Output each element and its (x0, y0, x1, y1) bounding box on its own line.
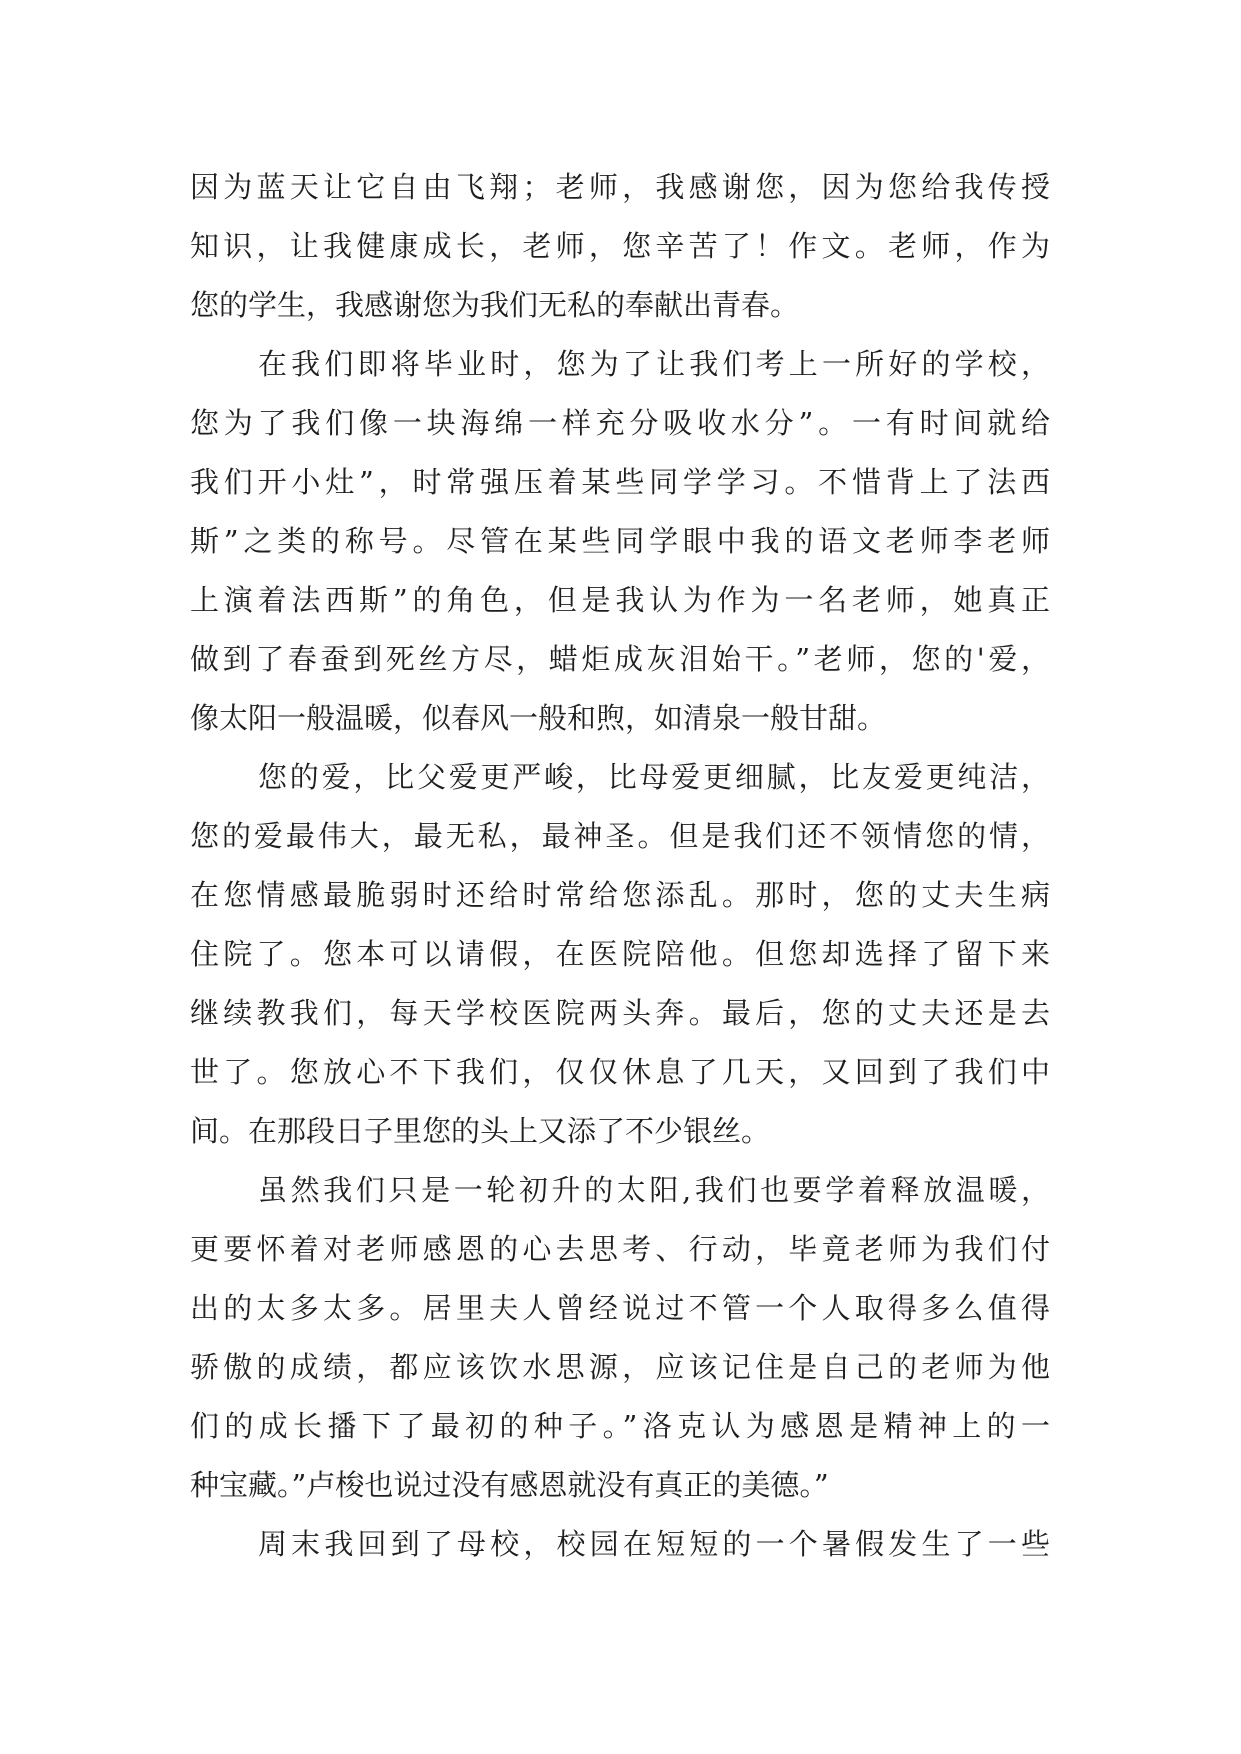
text-line: 您的学生，我感谢您为我们无私的奉献出青春。 (190, 288, 800, 322)
text-line: 出的太多太多。居里夫人曾经说过不管一个人取得多么值得 (190, 1291, 1050, 1325)
text-line: 在您情感最脆弱时还给时常给您添乱。那时，您的丈夫生病 (190, 878, 1050, 912)
text-line: 做到了春蚕到死丝方尽，蜡炬成灰泪始干。”老师，您的'爱， (190, 642, 1050, 676)
text-line: 更要怀着对老师感恩的心去思考、行动，毕竟老师为我们付 (190, 1232, 1050, 1266)
text-line: 住院了。您本可以请假，在医院陪他。但您却选择了留下来 (190, 937, 1050, 971)
body-text (190, 158, 1050, 1574)
text-line: 间。在那段日子里您的头上又添了不少银丝。 (190, 1114, 771, 1148)
paragraph-first-line: 在我们即将毕业时，您为了让我们考上一所好的学校， (258, 347, 1050, 381)
text-line: 上演着法西斯”的角色，但是我认为作为一名老师，她真正 (190, 583, 1050, 617)
text-line: 我们开小灶”，时常强压着某些同学学习。不惜背上了法西 (190, 465, 1050, 499)
text-line: 们的成长播下了最初的种子。”洛克认为感恩是精神上的一 (190, 1409, 1050, 1443)
paragraph-first-line: 周末我回到了母校，校园在短短的一个暑假发生了一些 (258, 1527, 1050, 1561)
text-line: 骄傲的成绩，都应该饮水思源，应该记住是自己的老师为他 (190, 1350, 1050, 1384)
text-line: 种宝藏。”卢梭也说过没有感恩就没有真正的美德。” (190, 1468, 829, 1502)
paragraph-first-line: 虽然我们只是一轮初升的太阳,我们也要学着释放温暖， (258, 1173, 1050, 1207)
text-line: 您的爱最伟大，最无私，最神圣。但是我们还不领情您的情， (190, 819, 1050, 853)
paragraph-first-line: 您的爱，比父爱更严峻，比母爱更细腻，比友爱更纯洁， (258, 760, 1050, 794)
text-line: 像太阳一般温暖，似春风一般和煦，如清泉一般甘甜。 (190, 701, 887, 735)
text-line: 世了。您放心不下我们，仅仅休息了几天，又回到了我们中 (190, 1055, 1050, 1089)
text-line: 您为了我们像一块海绵一样充分吸收水分”。一有时间就给 (190, 406, 1050, 440)
text-line: 继续教我们，每天学校医院两头奔。最后，您的丈夫还是去 (190, 996, 1050, 1030)
text-line: 斯”之类的称号。尽管在某些同学眼中我的语文老师李老师 (190, 524, 1050, 558)
text-line: 因为蓝天让它自由飞翔；老师，我感谢您，因为您给我传授 (190, 170, 1050, 204)
text-line: 知识，让我健康成长，老师，您辛苦了！作文。老师，作为 (190, 229, 1050, 263)
